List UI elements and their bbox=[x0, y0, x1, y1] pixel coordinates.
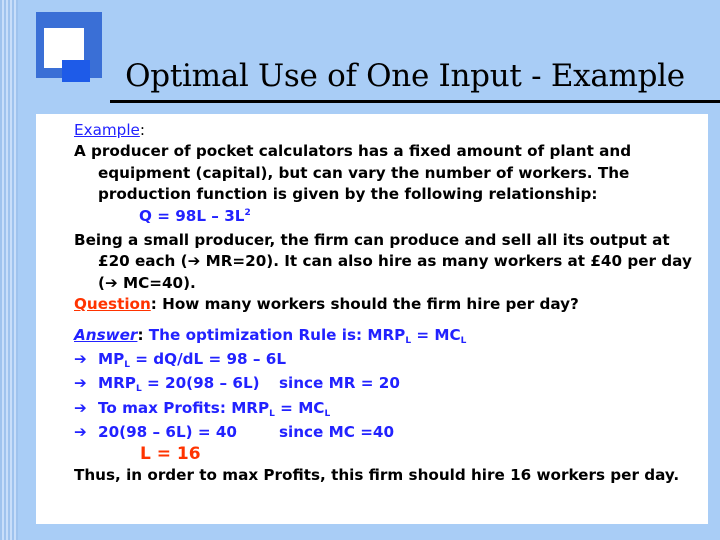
step-1-post: = dQ/dL = 98 – 6L bbox=[130, 350, 287, 369]
step-2-note: since MR = 20 bbox=[279, 374, 400, 393]
market-text-3: MC=40). bbox=[117, 273, 196, 292]
equation-exponent: 2 bbox=[244, 207, 251, 218]
step-1-sub: L bbox=[124, 360, 130, 371]
answer-rule-text: The optimization Rule is: MRP bbox=[143, 325, 406, 344]
example-heading-line bbox=[74, 120, 698, 141]
step-4-pre: 20(98 – 6L) = 40 bbox=[98, 423, 238, 442]
step-arrow-icon: ➔ bbox=[74, 374, 87, 393]
step-3-sub2: L bbox=[324, 408, 331, 419]
step-3-pre: To max Profits: MRP bbox=[98, 398, 270, 417]
market-text-2: MR=20). It can also hire as many workers at £40 per day ( bbox=[98, 252, 692, 292]
title-rule bbox=[110, 100, 720, 103]
step-4-note: since MC =40 bbox=[279, 423, 395, 442]
step-arrow-icon: ➔ bbox=[74, 350, 87, 369]
question-label: Question bbox=[74, 295, 151, 314]
answer-rule-sub2: L bbox=[460, 335, 467, 346]
market-text-1: Being a small producer, the firm can produce and sell all its output at £20 each ( bbox=[74, 231, 670, 271]
equation-main: Q = 98L – 3L bbox=[139, 206, 245, 225]
step-3-sub: L bbox=[269, 408, 275, 419]
answer-rule bbox=[144, 326, 467, 344]
step-1-pre: MP bbox=[98, 350, 125, 369]
answer-rule-sub: L bbox=[405, 335, 412, 346]
spacer bbox=[74, 316, 698, 325]
example-heading: Example bbox=[74, 121, 140, 139]
step-arrow-icon: ➔ bbox=[74, 398, 87, 417]
answer-colon: : bbox=[137, 325, 144, 344]
content-box bbox=[36, 114, 708, 524]
implies-arrow-icon: ➔ bbox=[187, 252, 201, 271]
implies-arrow-icon: ➔ bbox=[104, 273, 118, 292]
logo-square-accent bbox=[62, 60, 90, 82]
step-2-sub: L bbox=[135, 384, 142, 395]
step-4 bbox=[74, 422, 698, 443]
problem-paragraph: A producer of pocket calculators has a fixed amount of plant and equipment (capital), but can vary the number of workers. The production function is given by the following relationship: bbox=[74, 142, 632, 204]
slide-logo bbox=[0, 0, 110, 90]
conclusion: Thus, in order to max Profits, this firm should hire 16 workers per day. bbox=[74, 466, 680, 485]
production-function bbox=[74, 206, 698, 230]
answer-line bbox=[74, 325, 698, 349]
question-text: How many workers should the firm hire per day? bbox=[156, 295, 579, 314]
question-line bbox=[74, 294, 698, 315]
step-2 bbox=[74, 373, 698, 397]
answer-label: Answer bbox=[74, 325, 138, 344]
step-1 bbox=[74, 349, 698, 373]
slide-title: Optimal Use of One Input - Example bbox=[125, 58, 685, 94]
step-2-pre: MRP bbox=[98, 374, 136, 393]
step-arrow-icon: ➔ bbox=[74, 423, 87, 442]
question-colon: : bbox=[150, 295, 157, 314]
step-2-post: = 20(98 – 6L) bbox=[141, 374, 260, 393]
example-colon: : bbox=[139, 121, 146, 139]
market-paragraph bbox=[74, 230, 698, 294]
step-3-post: = MC bbox=[274, 398, 325, 417]
step-3 bbox=[74, 398, 698, 422]
answer-rule-mid: = MC bbox=[411, 325, 461, 344]
result-value: L = 16 bbox=[140, 443, 201, 464]
